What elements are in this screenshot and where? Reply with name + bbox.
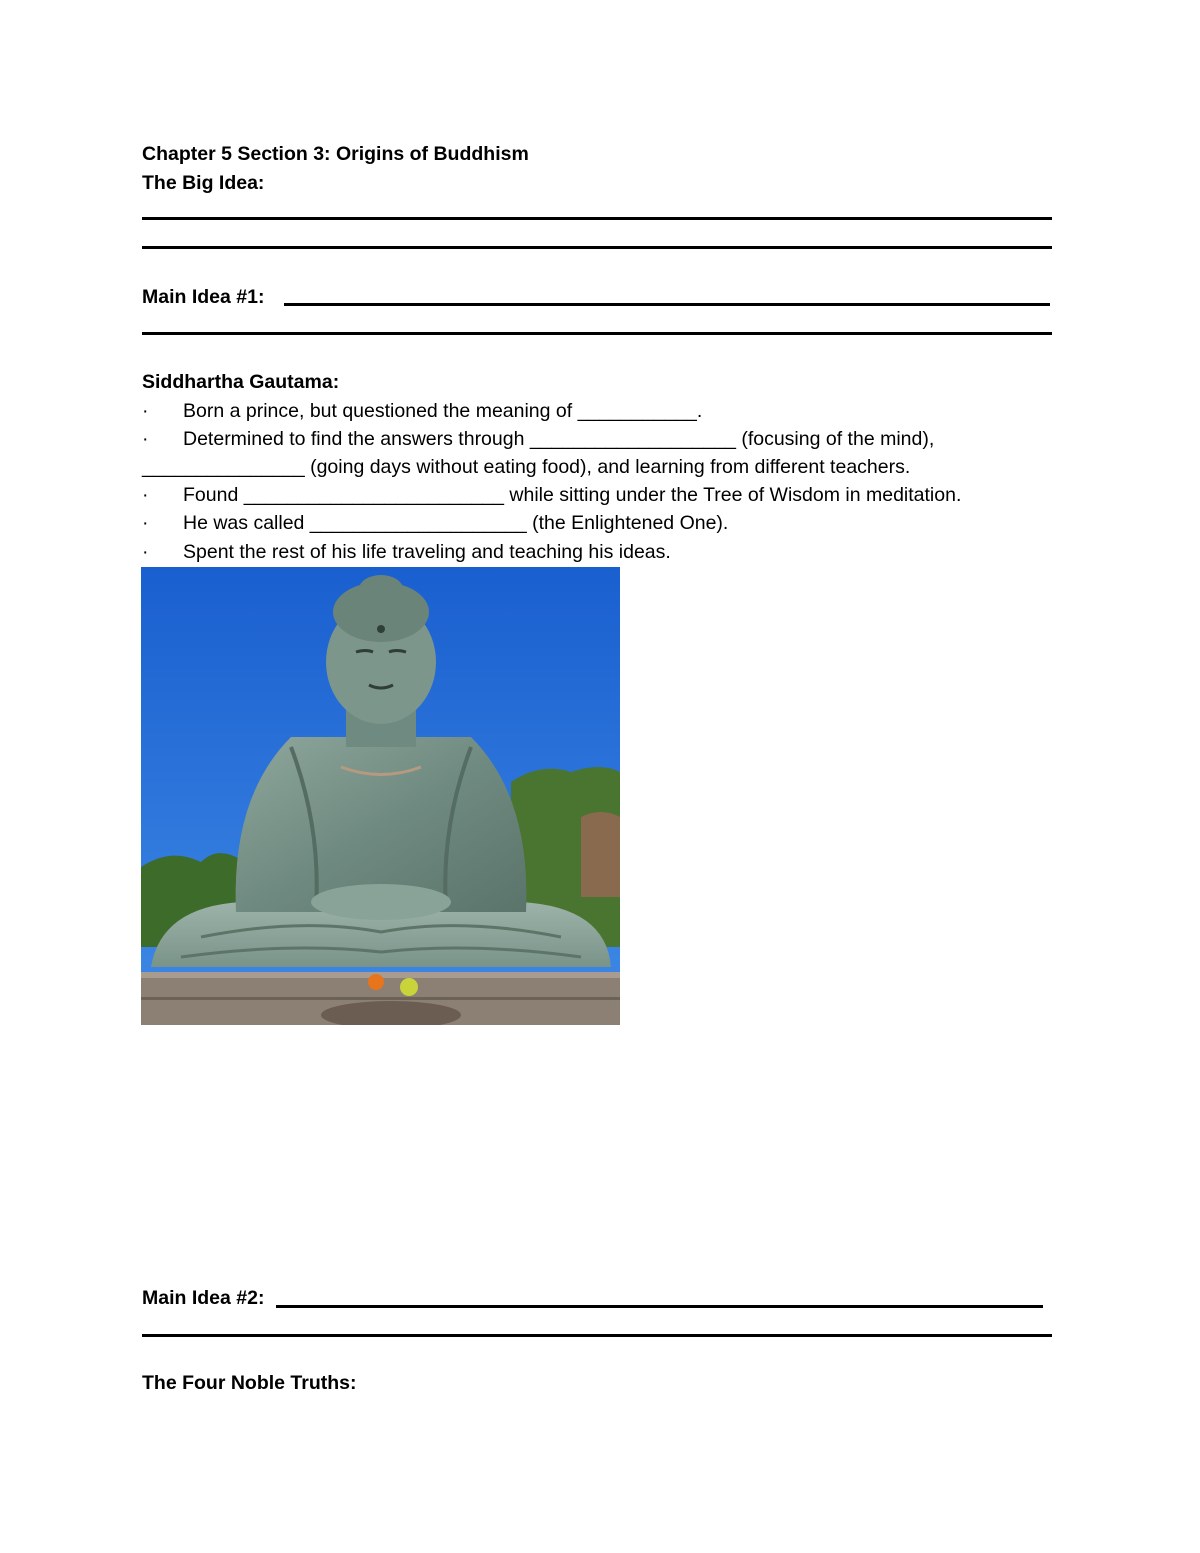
bullet-item xyxy=(142,427,934,451)
main-idea-1-row xyxy=(142,285,264,309)
bullet-text: Found ________________________ while sitting under the Tree of Wisdom in meditation. xyxy=(183,484,962,506)
statue-hands xyxy=(311,884,451,920)
statue-urna xyxy=(377,625,385,633)
buddha-statue-photo xyxy=(141,567,620,1025)
main-idea-2-answer-line-1[interactable] xyxy=(276,1305,1043,1308)
pedestal-line xyxy=(141,997,620,1000)
statue-eye-left xyxy=(356,651,373,653)
siddhartha-heading: Siddhartha Gautama: xyxy=(142,371,340,393)
offering-flowers-2 xyxy=(400,978,418,996)
four-noble-truths-heading: The Four Noble Truths: xyxy=(142,1372,357,1394)
bullet-text: Determined to find the answers through ___________________ (focusing of the mind), xyxy=(183,428,935,450)
bullet-item xyxy=(142,511,728,535)
bullet-item xyxy=(142,483,961,507)
bullet-text: He was called ____________________ (the Enlightened One). xyxy=(183,512,729,534)
buddha-statue-illustration xyxy=(141,567,620,1025)
bullet-text: Spent the rest of his life traveling and teaching his ideas. xyxy=(183,541,671,563)
big-idea-answer-line-2[interactable] xyxy=(142,246,1052,249)
bullet-dot: · xyxy=(142,512,149,534)
big-idea-label: The Big Idea: xyxy=(142,172,265,194)
big-idea-answer-line-1[interactable] xyxy=(142,217,1052,220)
bullet-dot: · xyxy=(142,400,149,422)
bullet-text: Born a prince, but questioned the meaning of ___________. xyxy=(183,400,703,422)
page-title: Chapter 5 Section 3: Origins of Buddhism xyxy=(142,143,529,165)
main-idea-1-answer-line-1[interactable] xyxy=(284,303,1050,306)
main-idea-2-label: Main Idea #2: xyxy=(142,1287,265,1309)
statue-eye-right xyxy=(389,651,406,653)
offering-flowers xyxy=(368,974,384,990)
main-idea-1-answer-line-2[interactable] xyxy=(142,332,1052,335)
bullet-item xyxy=(142,399,702,423)
bullet-dot: · xyxy=(142,541,149,563)
bullet-continuation-text: _______________ (going days without eating food), and learning from different teachers. xyxy=(142,456,911,478)
bullet-dot: · xyxy=(142,428,149,450)
main-idea-2-row xyxy=(142,1286,264,1310)
bullet-continuation xyxy=(142,455,910,479)
statue-ushnisha xyxy=(359,575,403,603)
main-idea-2-answer-line-2[interactable] xyxy=(142,1334,1052,1337)
main-idea-1-label: Main Idea #1: xyxy=(142,286,265,308)
trees-autumn xyxy=(581,812,620,897)
bullet-item xyxy=(142,540,671,564)
bullet-dot: · xyxy=(142,484,149,506)
